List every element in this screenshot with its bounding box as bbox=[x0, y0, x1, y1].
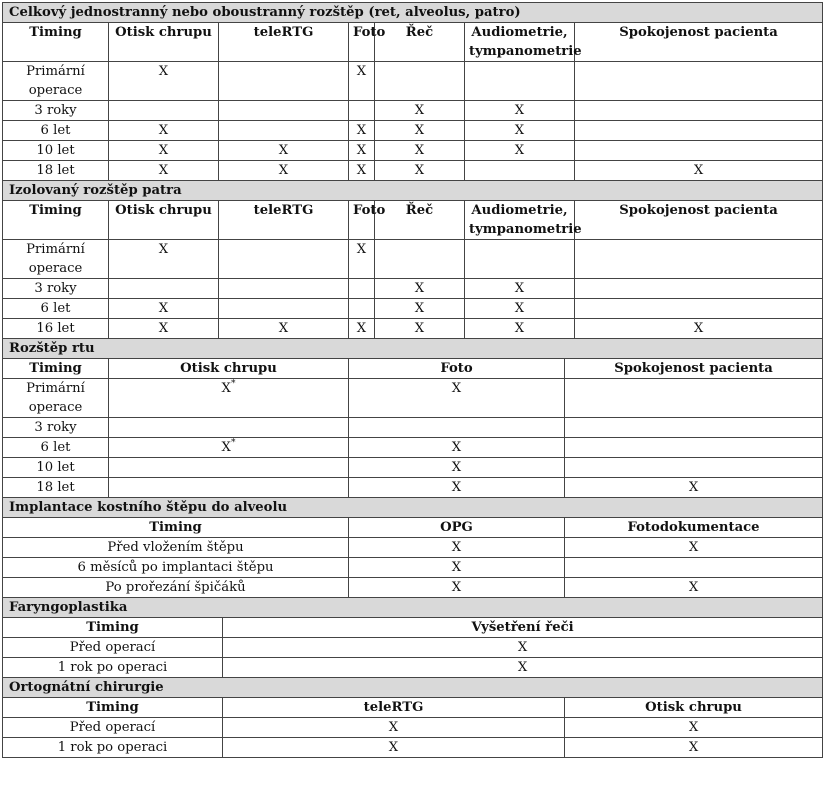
table-row bbox=[3, 319, 823, 339]
table-row bbox=[3, 738, 823, 758]
col-header-timing: Timing bbox=[3, 698, 223, 718]
col-header-spokojenost: Spokojenost pacienta bbox=[565, 359, 823, 379]
asterisk-note: * bbox=[230, 438, 236, 448]
cell: X bbox=[465, 121, 575, 141]
cell: X bbox=[375, 161, 465, 181]
cell bbox=[565, 558, 823, 578]
cell bbox=[219, 101, 349, 121]
col-header-opg: OPG bbox=[349, 518, 565, 538]
col-header-audiometrie: Audiometrie, tympanometrie bbox=[465, 201, 575, 240]
table-row bbox=[3, 718, 823, 738]
cell: X bbox=[349, 319, 375, 339]
cell-timing: 6 let bbox=[3, 438, 109, 458]
table-row bbox=[3, 578, 823, 598]
cell-timing: Před vložením štěpu bbox=[3, 538, 349, 558]
section-3-rows bbox=[3, 379, 823, 498]
cell-timing: Po prořezání špičáků bbox=[3, 578, 349, 598]
section-5-rows bbox=[3, 638, 823, 678]
cell: X bbox=[565, 718, 823, 738]
table-row bbox=[3, 438, 823, 458]
cell-timing: 18 let bbox=[3, 478, 109, 498]
cell-timing: 3 roky bbox=[3, 279, 109, 299]
cell-timing: Před operací bbox=[3, 718, 223, 738]
cell: X bbox=[565, 578, 823, 598]
schedule-table bbox=[2, 2, 823, 758]
table-row bbox=[3, 279, 823, 299]
col-header-timing: Timing bbox=[3, 518, 349, 538]
cell: X bbox=[465, 101, 575, 121]
table-row bbox=[3, 538, 823, 558]
cell: X bbox=[109, 141, 219, 161]
cell: X bbox=[349, 438, 565, 458]
table-row bbox=[3, 458, 823, 478]
cell bbox=[375, 62, 465, 101]
col-header-spokojenost: Spokojenost pacienta bbox=[575, 23, 823, 62]
cell-timing: 1 rok po operaci bbox=[3, 658, 223, 678]
cell bbox=[219, 299, 349, 319]
cell bbox=[575, 299, 823, 319]
cell-timing: Primární operace bbox=[3, 240, 109, 279]
cell-timing: 10 let bbox=[3, 141, 109, 161]
cell-timing: Před operací bbox=[3, 638, 223, 658]
table-row bbox=[3, 638, 823, 658]
cell: X bbox=[349, 62, 375, 101]
cell bbox=[575, 121, 823, 141]
cell: X bbox=[349, 379, 565, 418]
table-row bbox=[3, 299, 823, 319]
follow-up-schedule bbox=[2, 2, 822, 758]
cell bbox=[349, 279, 375, 299]
cell: X bbox=[375, 319, 465, 339]
table-row bbox=[3, 658, 823, 678]
table-row bbox=[3, 161, 823, 181]
cell bbox=[219, 279, 349, 299]
cell: X bbox=[349, 161, 375, 181]
cell-mark: X bbox=[221, 381, 231, 396]
cell bbox=[575, 101, 823, 121]
section-title: Celkový jednostranný nebo oboustranný rozštěp (ret, alveolus, patro) bbox=[3, 3, 823, 23]
col-header-fotodokumentace: Fotodokumentace bbox=[565, 518, 823, 538]
cell bbox=[349, 418, 565, 438]
cell bbox=[109, 458, 349, 478]
cell bbox=[375, 240, 465, 279]
cell bbox=[565, 458, 823, 478]
col-header-foto: Foto bbox=[349, 201, 375, 240]
section-2-rows bbox=[3, 240, 823, 339]
cell: X bbox=[349, 578, 565, 598]
table-row bbox=[3, 558, 823, 578]
table-row bbox=[3, 379, 823, 418]
cell bbox=[109, 101, 219, 121]
section-6-rows bbox=[3, 718, 823, 758]
section-title: Faryngoplastika bbox=[3, 598, 823, 618]
col-header-timing: Timing bbox=[3, 618, 223, 638]
cell-timing: 1 rok po operaci bbox=[3, 738, 223, 758]
table-row bbox=[3, 478, 823, 498]
col-header-otisk: Otisk chrupu bbox=[109, 23, 219, 62]
col-header-timing: Timing bbox=[3, 359, 109, 379]
cell-timing: 10 let bbox=[3, 458, 109, 478]
cell bbox=[575, 141, 823, 161]
section-4-rows bbox=[3, 538, 823, 598]
cell: X bbox=[349, 478, 565, 498]
col-header-spokojenost: Spokojenost pacienta bbox=[575, 201, 823, 240]
cell: X bbox=[565, 538, 823, 558]
col-header-rec: Řeč bbox=[375, 23, 465, 62]
cell: X bbox=[349, 558, 565, 578]
cell: X bbox=[219, 319, 349, 339]
col-header-timing: Timing bbox=[3, 23, 109, 62]
table-row bbox=[3, 62, 823, 101]
cell: X bbox=[465, 141, 575, 161]
cell bbox=[219, 240, 349, 279]
section-title: Ortognátní chirurgie bbox=[3, 678, 823, 698]
cell: X bbox=[223, 718, 565, 738]
cell: X bbox=[375, 141, 465, 161]
cell bbox=[109, 279, 219, 299]
cell bbox=[349, 299, 375, 319]
cell: X bbox=[349, 121, 375, 141]
cell: X bbox=[349, 141, 375, 161]
section-title: Rozštěp rtu bbox=[3, 339, 823, 359]
cell-timing: 3 roky bbox=[3, 101, 109, 121]
cell: X bbox=[219, 161, 349, 181]
col-header-telertg: teleRTG bbox=[219, 201, 349, 240]
section-1-rows bbox=[3, 62, 823, 181]
cell-timing: 6 let bbox=[3, 121, 109, 141]
cell-timing: 6 let bbox=[3, 299, 109, 319]
table-row bbox=[3, 418, 823, 438]
cell: X bbox=[465, 279, 575, 299]
col-header-audiometrie: Audiometrie, tympanometrie bbox=[465, 23, 575, 62]
table-row bbox=[3, 240, 823, 279]
cell bbox=[575, 279, 823, 299]
cell: X bbox=[109, 299, 219, 319]
cell: X bbox=[223, 638, 823, 658]
cell bbox=[565, 379, 823, 418]
col-header-vysetreni-reci: Vyšetření řeči bbox=[223, 618, 823, 638]
cell bbox=[565, 418, 823, 438]
cell bbox=[465, 240, 575, 279]
cell: X bbox=[465, 319, 575, 339]
cell bbox=[465, 62, 575, 101]
section-title: Implantace kostního štěpu do alveolu bbox=[3, 498, 823, 518]
col-header-rec: Řeč bbox=[375, 201, 465, 240]
col-header-otisk: Otisk chrupu bbox=[109, 359, 349, 379]
cell-timing: 6 měsíců po implantaci štěpu bbox=[3, 558, 349, 578]
cell-mark: X bbox=[221, 440, 231, 455]
cell bbox=[575, 62, 823, 101]
cell bbox=[465, 161, 575, 181]
cell: X bbox=[109, 161, 219, 181]
cell bbox=[575, 240, 823, 279]
cell bbox=[565, 438, 823, 458]
cell: X bbox=[349, 240, 375, 279]
col-header-foto: Foto bbox=[349, 359, 565, 379]
cell-timing: 3 roky bbox=[3, 418, 109, 438]
cell-with-asterisk bbox=[109, 438, 349, 458]
cell: X bbox=[223, 658, 823, 678]
cell: X bbox=[109, 240, 219, 279]
cell: X bbox=[575, 319, 823, 339]
cell: X bbox=[109, 121, 219, 141]
col-header-telertg: teleRTG bbox=[219, 23, 349, 62]
asterisk-note: * bbox=[230, 379, 236, 389]
cell: X bbox=[109, 62, 219, 101]
cell: X bbox=[375, 121, 465, 141]
cell: X bbox=[223, 738, 565, 758]
cell-timing: Primární operace bbox=[3, 379, 109, 418]
table-row bbox=[3, 121, 823, 141]
cell bbox=[219, 121, 349, 141]
section-title: Izolovaný rozštěp patra bbox=[3, 181, 823, 201]
cell: X bbox=[375, 299, 465, 319]
cell: X bbox=[575, 161, 823, 181]
cell bbox=[219, 62, 349, 101]
cell: X bbox=[565, 478, 823, 498]
cell bbox=[349, 101, 375, 121]
col-header-timing: Timing bbox=[3, 201, 109, 240]
col-header-otisk: Otisk chrupu bbox=[109, 201, 219, 240]
col-header-foto: Foto bbox=[349, 23, 375, 62]
cell: X bbox=[219, 141, 349, 161]
cell: X bbox=[349, 458, 565, 478]
cell: X bbox=[375, 279, 465, 299]
table-row bbox=[3, 141, 823, 161]
cell: X bbox=[375, 101, 465, 121]
col-header-otisk: Otisk chrupu bbox=[565, 698, 823, 718]
cell: X bbox=[465, 299, 575, 319]
cell bbox=[109, 418, 349, 438]
col-header-telertg: teleRTG bbox=[223, 698, 565, 718]
cell: X bbox=[109, 319, 219, 339]
cell: X bbox=[565, 738, 823, 758]
cell-timing: 18 let bbox=[3, 161, 109, 181]
cell-with-asterisk bbox=[109, 379, 349, 418]
table-row bbox=[3, 101, 823, 121]
cell-timing: Primární operace bbox=[3, 62, 109, 101]
cell-timing: 16 let bbox=[3, 319, 109, 339]
cell bbox=[109, 478, 349, 498]
cell: X bbox=[349, 538, 565, 558]
